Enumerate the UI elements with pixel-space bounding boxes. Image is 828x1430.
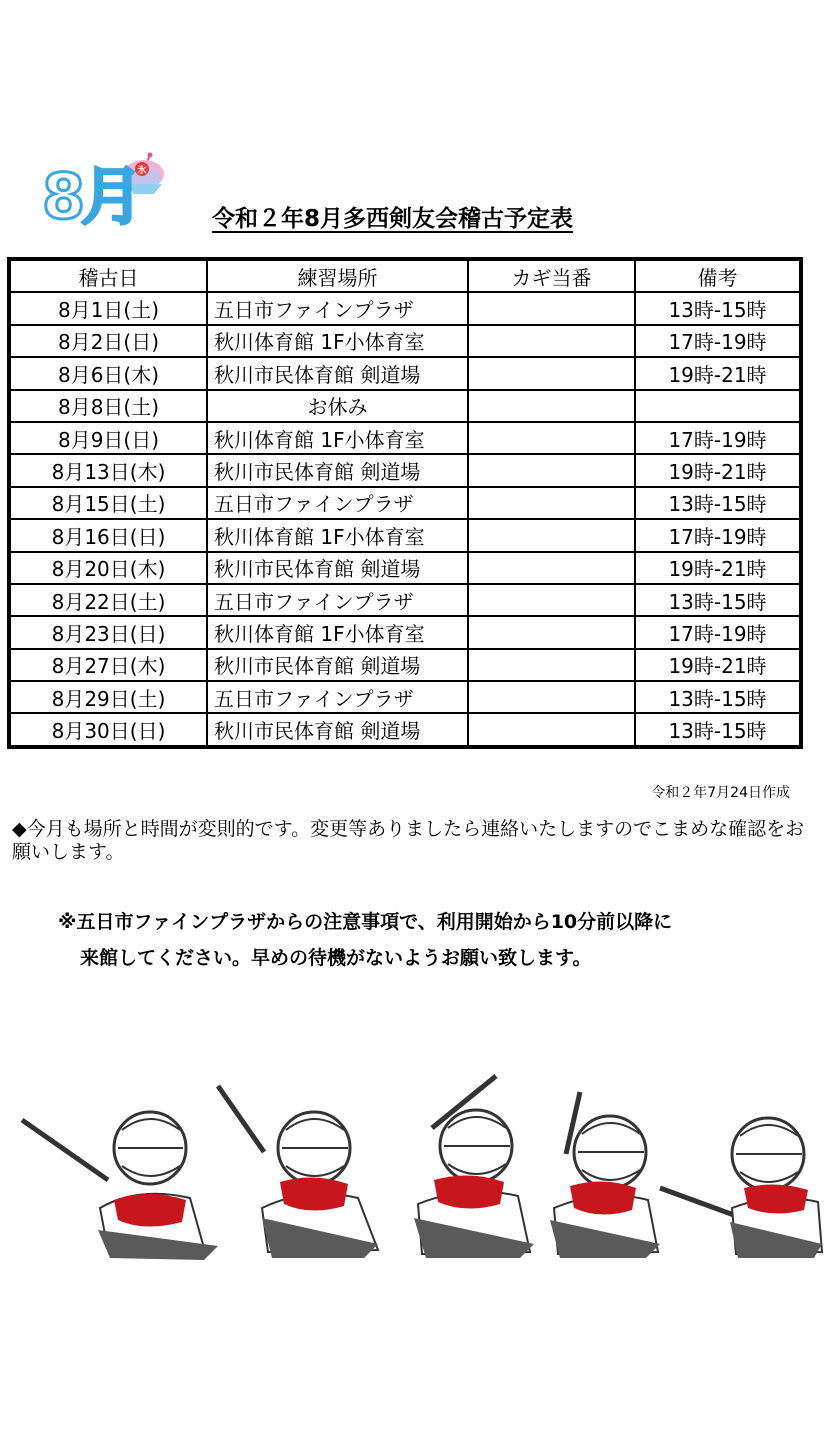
row-key-duty <box>468 616 635 648</box>
row-place: 五日市ファインプラザ <box>207 292 468 324</box>
notice-text: ◆今月も場所と時間が変則的です。変更等ありましたら連絡いたしますのでこまめな確認をお願いします。 <box>12 818 805 863</box>
table-row <box>9 487 801 519</box>
row-place: 五日市ファインプラザ <box>207 681 468 713</box>
row-note: 13時-15時 <box>635 713 801 746</box>
row-note: 19時-21時 <box>635 357 801 389</box>
row-note: 19時-21時 <box>635 552 801 584</box>
row-key-duty <box>468 649 635 681</box>
page-title: 令和２年8月多西剣友会稽古予定表 <box>212 206 574 232</box>
row-place: 秋川市民体育館 剣道場 <box>207 357 468 389</box>
table-header-row <box>9 259 801 292</box>
row-note: 13時-15時 <box>635 292 801 324</box>
row-place: お休み <box>207 390 468 422</box>
row-date: 8月22日(土) <box>9 584 207 616</box>
row-key-duty <box>468 713 635 746</box>
row-place: 秋川体育館 1F小体育室 <box>207 325 468 357</box>
row-date: 8月23日(日) <box>9 616 207 648</box>
row-date: 8月13日(木) <box>9 454 207 486</box>
logo-text: 8月 <box>42 160 140 233</box>
row-key-duty <box>468 422 635 454</box>
schedule-rows <box>9 292 801 746</box>
kendo-fighter-4 <box>550 1092 660 1258</box>
row-note: 13時-15時 <box>635 681 801 713</box>
row-key-duty <box>468 325 635 357</box>
row-date: 8月9日(日) <box>9 422 207 454</box>
row-date: 8月16日(日) <box>9 519 207 551</box>
table-row <box>9 649 801 681</box>
caution-text <box>58 904 818 976</box>
table-row <box>9 552 801 584</box>
row-place: 秋川体育館 1F小体育室 <box>207 422 468 454</box>
row-date: 8月1日(土) <box>9 292 207 324</box>
row-note: 17時-19時 <box>635 616 801 648</box>
row-date: 8月29日(土) <box>9 681 207 713</box>
header-key-duty: カギ当番 <box>468 259 635 292</box>
row-key-duty <box>468 292 635 324</box>
row-key-duty <box>468 519 635 551</box>
header-place: 練習場所 <box>207 259 468 292</box>
row-note <box>635 390 801 422</box>
schedule-table <box>7 257 803 749</box>
kendo-fighter-5 <box>660 1118 822 1258</box>
row-note: 13時-15時 <box>635 584 801 616</box>
row-key-duty <box>468 584 635 616</box>
table-row <box>9 616 801 648</box>
row-date: 8月15日(土) <box>9 487 207 519</box>
created-date: 令和２年7月24日作成 <box>651 785 790 801</box>
table-row <box>9 584 801 616</box>
table-row <box>9 519 801 551</box>
row-note: 13時-15時 <box>635 487 801 519</box>
table-row <box>9 713 801 746</box>
kendo-fighter-1 <box>22 1112 218 1260</box>
row-place: 秋川体育館 1F小体育室 <box>207 616 468 648</box>
august-logo <box>38 150 178 240</box>
header-note: 備考 <box>635 259 801 292</box>
row-key-duty <box>468 454 635 486</box>
caution-line-1: ※五日市ファインプラザからの注意事項で、利用開始から10分前以降に <box>58 911 673 933</box>
row-key-duty <box>468 390 635 422</box>
header-date: 稽古日 <box>9 259 207 292</box>
row-key-duty <box>468 357 635 389</box>
table-row <box>9 454 801 486</box>
row-date: 8月2日(日) <box>9 325 207 357</box>
row-key-duty <box>468 681 635 713</box>
table-row <box>9 681 801 713</box>
row-note: 17時-19時 <box>635 422 801 454</box>
table-row <box>9 292 801 324</box>
row-date: 8月8日(土) <box>9 390 207 422</box>
row-note: 17時-19時 <box>635 325 801 357</box>
kendo-fighter-2 <box>218 1086 378 1258</box>
row-place: 秋川市民体育館 剣道場 <box>207 713 468 746</box>
row-place: 秋川市民体育館 剣道場 <box>207 649 468 681</box>
row-place: 秋川市民体育館 剣道場 <box>207 454 468 486</box>
kendo-fighters-illustration <box>18 1068 824 1268</box>
row-date: 8月20日(木) <box>9 552 207 584</box>
row-key-duty <box>468 552 635 584</box>
row-date: 8月30日(日) <box>9 713 207 746</box>
row-note: 17時-19時 <box>635 519 801 551</box>
row-note: 19時-21時 <box>635 454 801 486</box>
row-place: 五日市ファインプラザ <box>207 487 468 519</box>
table-row <box>9 325 801 357</box>
row-place: 秋川体育館 1F小体育室 <box>207 519 468 551</box>
kendo-fighter-3 <box>414 1076 534 1258</box>
table-row <box>9 390 801 422</box>
row-date: 8月27日(木) <box>9 649 207 681</box>
logo-badge: 氷 <box>137 166 147 176</box>
caution-line-2: 来館してください。早めの待機がないようお願い致します。 <box>80 947 592 969</box>
row-place: 秋川市民体育館 剣道場 <box>207 552 468 584</box>
table-row <box>9 422 801 454</box>
row-date: 8月6日(木) <box>9 357 207 389</box>
table-row <box>9 357 801 389</box>
row-place: 五日市ファインプラザ <box>207 584 468 616</box>
row-note: 19時-21時 <box>635 649 801 681</box>
row-key-duty <box>468 487 635 519</box>
